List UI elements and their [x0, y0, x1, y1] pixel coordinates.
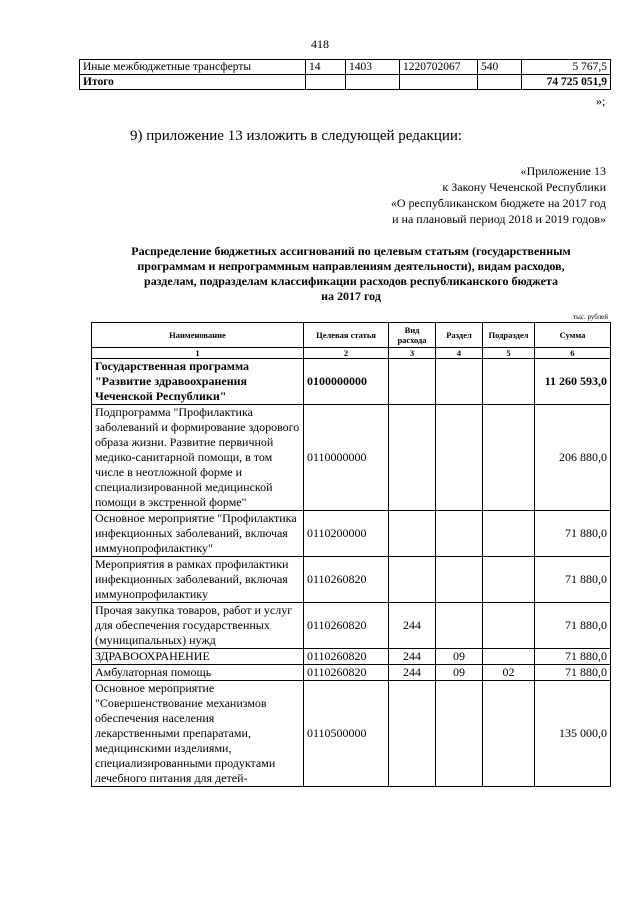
table-row: [92, 511, 611, 557]
units-label: тыс. рублей: [573, 313, 608, 321]
row-kind: [389, 359, 436, 405]
row-kind: [478, 75, 522, 90]
table-row: [92, 665, 611, 681]
row-sum: 206 880,0: [535, 405, 611, 511]
row-subsection: 02: [483, 665, 535, 681]
table-row: [92, 681, 611, 787]
title-line: разделам, подразделам классификации расходов республиканского бюджета: [144, 274, 558, 288]
annex-line: и на плановый период 2018 и 2019 годов»: [392, 212, 606, 226]
row-target: 0110260820: [304, 557, 389, 603]
row-section: [436, 603, 483, 649]
row-name: Основное мероприятие "Совершенствование механизмов обеспечения населения лекарственными препаратами, медицинскими изделиями, специализированными продуктами лечебного питания для детей-: [92, 681, 304, 787]
table-row: [92, 557, 611, 603]
table-row: [92, 649, 611, 665]
row-subsection: [483, 557, 535, 603]
header-section: Раздел: [436, 323, 483, 348]
row-section: [436, 405, 483, 511]
row-name: Прочая закупка товаров, работ и услуг для обеспечения государственных (муниципальных) нужд: [92, 603, 304, 649]
row-kind: 244: [389, 649, 436, 665]
annex-line: «Приложение 13: [520, 164, 606, 178]
row-target: 0110260820: [304, 665, 389, 681]
row-sum: 71 880,0: [535, 649, 611, 665]
row-target: 0110200000: [304, 511, 389, 557]
header-subsection: Подраздел: [483, 323, 535, 348]
row-sum: 11 260 593,0: [535, 359, 611, 405]
row-subsection: [483, 603, 535, 649]
row-target: 0100000000: [304, 359, 389, 405]
annex-header: [391, 163, 606, 227]
row-name: ЗДРАВООХРАНЕНИЕ: [92, 649, 304, 665]
row-subsection: [483, 511, 535, 557]
row-kind: 244: [389, 665, 436, 681]
document-title: [86, 244, 616, 304]
title-line: на 2017 год: [321, 289, 381, 303]
row-subsection: [483, 359, 535, 405]
total-row: [80, 75, 611, 90]
row-target: 0110500000: [304, 681, 389, 787]
col-number: 5: [483, 348, 535, 359]
row-target: 0110260820: [304, 603, 389, 649]
col-number: 4: [436, 348, 483, 359]
annex-line: к Закону Чеченской Республики: [442, 180, 606, 194]
total-sum: 74 725 051,9: [522, 75, 611, 90]
row-kind: 244: [389, 603, 436, 649]
row-target: [400, 75, 478, 90]
table-header-row: [92, 323, 611, 348]
col-number: 6: [535, 348, 611, 359]
row-section: [436, 511, 483, 557]
total-label: Итого: [80, 75, 306, 90]
row-sum: 71 880,0: [535, 511, 611, 557]
row-target: 1220702067: [400, 60, 478, 75]
col-number: 3: [389, 348, 436, 359]
table-row: [92, 405, 611, 511]
row-section: 09: [436, 665, 483, 681]
header-sum: Сумма: [535, 323, 611, 348]
row-subsection: [483, 649, 535, 665]
row-subsection: [483, 405, 535, 511]
header-kind: Вид расхода: [389, 323, 436, 348]
row-subsection: [483, 681, 535, 787]
budget-table: [91, 322, 611, 787]
row-sum: 71 880,0: [535, 603, 611, 649]
closing-quote: »;: [596, 94, 606, 108]
row-section: [436, 359, 483, 405]
previous-table-fragment: [79, 59, 611, 90]
row-section: [436, 681, 483, 787]
row-sum: 71 880,0: [535, 557, 611, 603]
row-section: [436, 557, 483, 603]
row-sum: 135 000,0: [535, 681, 611, 787]
table-row: [80, 60, 611, 75]
row-section: [306, 75, 346, 90]
table-row: [92, 603, 611, 649]
title-line: Распределение бюджетных ассигнований по целевым статьям (государственным: [131, 244, 571, 258]
row-kind: [389, 681, 436, 787]
row-name: Основное мероприятие "Профилактика инфекционных заболеваний, включая иммунопрофилактику": [92, 511, 304, 557]
row-name: Государственная программа "Развитие здравоохранения Чеченской Республики": [92, 359, 304, 405]
row-section: 09: [436, 649, 483, 665]
row-kind: [389, 405, 436, 511]
row-name: Амбулаторная помощь: [92, 665, 304, 681]
header-target: Целевая статья: [304, 323, 389, 348]
annex-line: «О республиканском бюджете на 2017 год: [390, 196, 606, 210]
row-code: [346, 75, 400, 90]
row-sum: 71 880,0: [535, 665, 611, 681]
row-target: 0110000000: [304, 405, 389, 511]
column-numbers-row: [92, 348, 611, 359]
table-row: [92, 359, 611, 405]
row-target: 0110260820: [304, 649, 389, 665]
page-number: 418: [311, 37, 329, 51]
row-name: Мероприятия в рамках профилактики инфекционных заболеваний, включая иммунопрофилактику: [92, 557, 304, 603]
row-section: 14: [306, 60, 346, 75]
row-kind: [389, 511, 436, 557]
row-name: Иные межбюджетные трансферты: [80, 60, 306, 75]
paragraph-9: 9) приложение 13 изложить в следующей редакции:: [130, 128, 463, 144]
row-name: Подпрограмма "Профилактика заболеваний и формирование здорового образа жизни. Развитие первичной медико-санитарной помощи, в том числе в неотложной форме и специализированной медицинской помощи в экстренной форме": [92, 405, 304, 511]
col-number: 1: [92, 348, 304, 359]
title-line: программам и непрограммным направлениям деятельности), видам расходов,: [137, 259, 565, 273]
row-kind: [389, 557, 436, 603]
row-kind: 540: [478, 60, 522, 75]
row-code: 1403: [346, 60, 400, 75]
header-name: Наименование: [92, 323, 304, 348]
col-number: 2: [304, 348, 389, 359]
row-sum: 5 767,5: [522, 60, 611, 75]
